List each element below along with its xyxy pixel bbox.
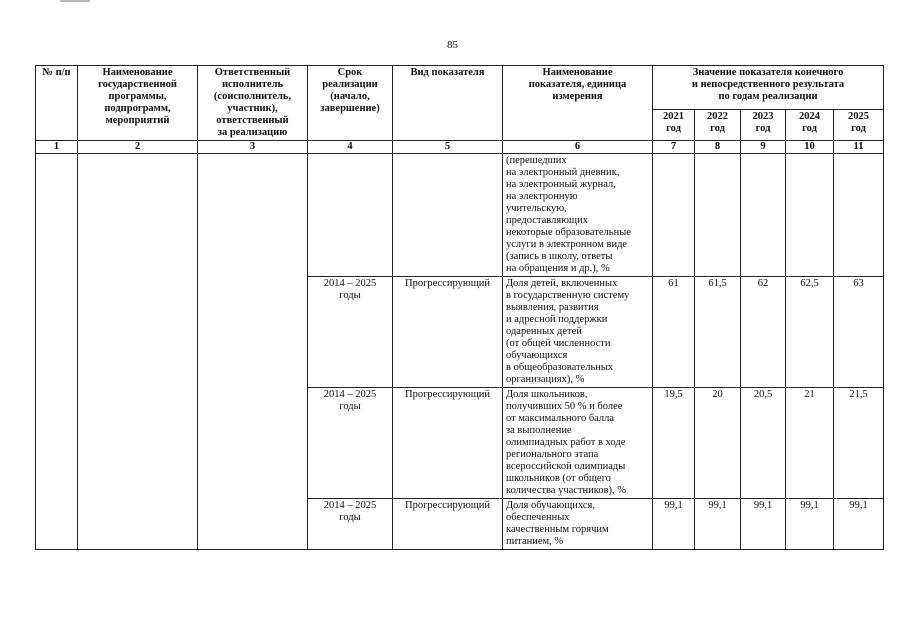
header-year: 2023 год bbox=[741, 110, 786, 141]
table-row bbox=[36, 154, 884, 277]
value-cell: 99,1 bbox=[653, 499, 695, 550]
scan-mark bbox=[60, 0, 90, 2]
value-cell bbox=[741, 154, 786, 277]
column-number: 8 bbox=[695, 141, 741, 154]
header-year: 2022 год bbox=[695, 110, 741, 141]
indicator-name-cell: (перешедших на электронный дневник, на электронный журнал, на электронную учительскую, предоставляющих некоторые образовательные услуги в электронном виде (запись в школу, ответы на обращения и др.), % bbox=[503, 154, 653, 277]
value-cell: 21,5 bbox=[834, 388, 884, 499]
header-indicator-type: Вид показателя bbox=[393, 66, 503, 141]
indicator-type-cell: Прогрессирующий bbox=[393, 388, 503, 499]
indicator-type-cell: Прогрессирующий bbox=[393, 499, 503, 550]
table-header bbox=[36, 66, 884, 154]
indicator-name-cell: Доля детей, включенных в государственную систему выявления, развития и адресной поддержки одаренных детей (от общей численности обучающихся в общеобразовательных организациях), % bbox=[503, 277, 653, 388]
column-number: 7 bbox=[653, 141, 695, 154]
column-number: 10 bbox=[786, 141, 834, 154]
header-responsible: Ответственный исполнитель (соисполнитель, участник), ответственный за реализацию bbox=[198, 66, 308, 141]
column-number: 1 bbox=[36, 141, 78, 154]
value-cell: 99,1 bbox=[786, 499, 834, 550]
indicator-name-cell: Доля школьников, получивших 50 % и более от максимального балла за выполнение олимпиадных работ в ходе регионального этапа всероссийской олимпиады школьников (от общего количества участников), % bbox=[503, 388, 653, 499]
responsible-cell bbox=[198, 154, 308, 550]
header-program-name: Наименование государственной программы, подпрограмм, мероприятий bbox=[78, 66, 198, 141]
column-number: 5 bbox=[393, 141, 503, 154]
table-body bbox=[36, 154, 884, 550]
indicator-name-cell: Доля обучающихся, обеспеченных качественным горячим питанием, % bbox=[503, 499, 653, 550]
indicator-type-cell bbox=[393, 154, 503, 277]
value-cell: 99,1 bbox=[695, 499, 741, 550]
header-values-group: Значение показателя конечного и непосредственного результата по годам реализации bbox=[653, 66, 884, 110]
value-cell: 99,1 bbox=[741, 499, 786, 550]
header-number: № п/п bbox=[36, 66, 78, 141]
column-number: 4 bbox=[308, 141, 393, 154]
value-cell: 63 bbox=[834, 277, 884, 388]
value-cell: 21 bbox=[786, 388, 834, 499]
value-cell: 99,1 bbox=[834, 499, 884, 550]
value-cell bbox=[834, 154, 884, 277]
program-cell bbox=[78, 154, 198, 550]
value-cell bbox=[653, 154, 695, 277]
value-cell bbox=[786, 154, 834, 277]
page-number: 85 bbox=[447, 39, 458, 51]
header-year: 2025 год bbox=[834, 110, 884, 141]
column-number: 3 bbox=[198, 141, 308, 154]
header-period: Срок реализации (начало, завершение) bbox=[308, 66, 393, 141]
indicator-type-cell: Прогрессирующий bbox=[393, 277, 503, 388]
value-cell: 62,5 bbox=[786, 277, 834, 388]
period-cell: 2014 – 2025 годы bbox=[308, 388, 393, 499]
header-indicator-name: Наименование показателя, единица измерения bbox=[503, 66, 653, 141]
period-cell: 2014 – 2025 годы bbox=[308, 499, 393, 550]
header-year: 2021 год bbox=[653, 110, 695, 141]
column-numbers-row bbox=[36, 141, 884, 154]
period-cell bbox=[308, 154, 393, 277]
number-cell bbox=[36, 154, 78, 550]
column-number: 6 bbox=[503, 141, 653, 154]
header-year: 2024 год bbox=[786, 110, 834, 141]
period-cell: 2014 – 2025 годы bbox=[308, 277, 393, 388]
column-number: 11 bbox=[834, 141, 884, 154]
value-cell: 20,5 bbox=[741, 388, 786, 499]
value-cell bbox=[695, 154, 741, 277]
value-cell: 61 bbox=[653, 277, 695, 388]
value-cell: 20 bbox=[695, 388, 741, 499]
value-cell: 62 bbox=[741, 277, 786, 388]
value-cell: 19,5 bbox=[653, 388, 695, 499]
column-number: 2 bbox=[78, 141, 198, 154]
indicators-table bbox=[35, 65, 884, 550]
value-cell: 61,5 bbox=[695, 277, 741, 388]
column-number: 9 bbox=[741, 141, 786, 154]
